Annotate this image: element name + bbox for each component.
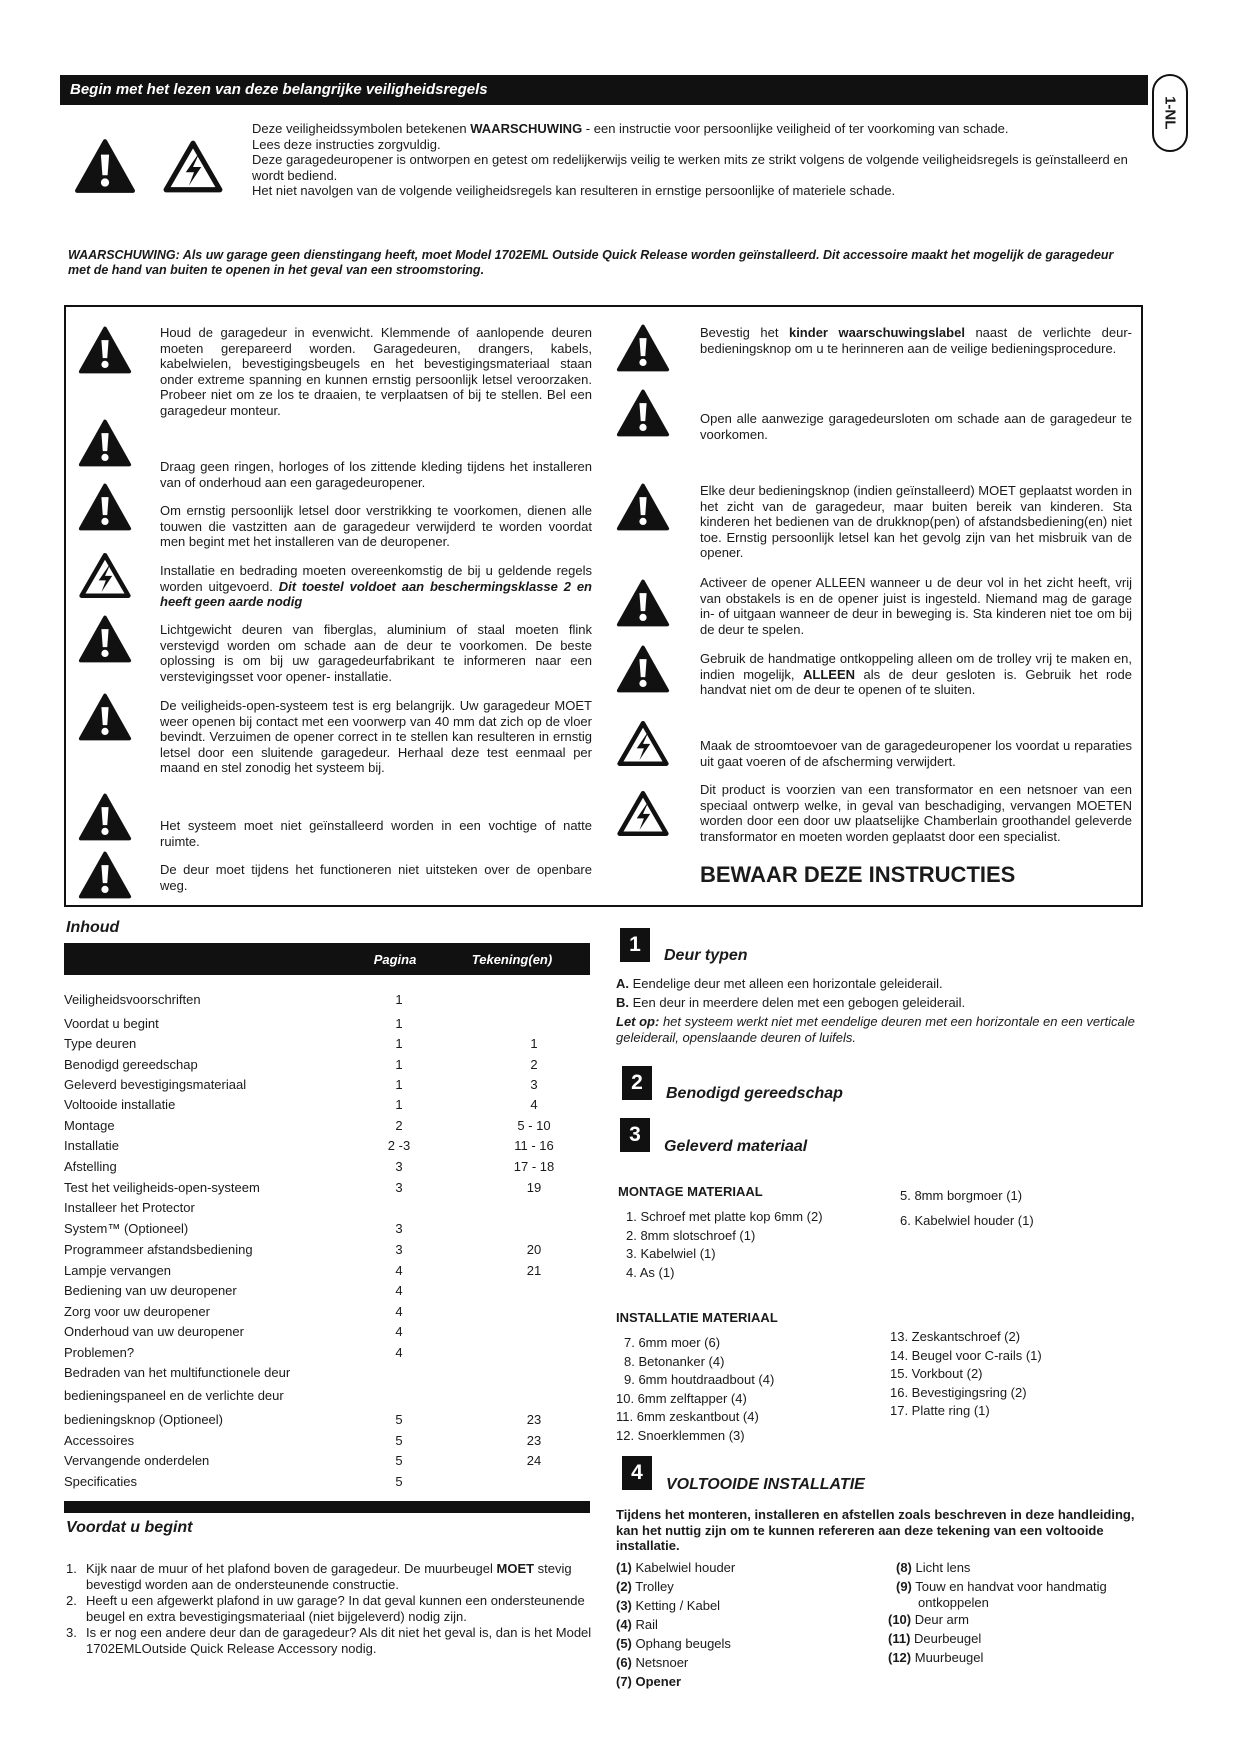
toc-entry-page: 5	[395, 1433, 403, 1448]
toc-entry-page: 3	[395, 1242, 403, 1257]
toc-entry-page: 2 -3	[387, 1138, 411, 1153]
toc-entry-drawing: 23	[526, 1433, 542, 1448]
door-type-note: Let op: het systeem werkt niet met eendelige deuren met een horizontale en een verticale geleiderail, openslaande deuren of luifels.	[616, 1014, 1135, 1045]
toc-entry-page: 4	[395, 1324, 403, 1339]
toc-entry-name: Benodigd gereedschap	[64, 1057, 198, 1072]
toc-entry-page: 4	[395, 1345, 403, 1360]
rule-text: Dit product is voorzien van een transformator en een netsnoer van een speciaal ontwerp welke, in geval van beschadiging, vervangen MOETEN worden door een door uw plaatselijke Chamberlain groothandel geleverde transformator en moeten worden geplaatst door een specialist.	[700, 782, 1132, 844]
toc-entry-page: 1	[395, 1016, 403, 1031]
toc-entry-page: 3	[395, 1180, 403, 1195]
toc-title: Inhoud	[66, 919, 120, 936]
rule-text: Gebruik de handmatige ontkoppeling alleen om de trolley vrij te maken en, indien mogelijk, ALLEEN als de deur gesloten is. Gebruik het rode handvat niet om de deur te openen of te sluiten.	[700, 651, 1132, 697]
door-type-b: B. Een deur in meerdere delen met een gebogen geleiderail.	[616, 995, 966, 1010]
section-number: 1	[620, 928, 650, 962]
toc-footer-bar	[64, 1501, 590, 1513]
toc-entry-page: 4	[395, 1263, 403, 1278]
warning-triangle-icon	[74, 138, 136, 194]
toc-entry-page: 3	[395, 1159, 403, 1174]
toc-entry-page: 1	[395, 1057, 403, 1072]
toc-entry-page: 1	[395, 1097, 403, 1112]
install-list-right: 13. Zeskantschroef (2) 14. Beugel voor C-rails (1) 15. Vorkbout (2) 16. Bevestigingsring (2) 17. Platte ring (1)	[890, 1329, 1042, 1418]
toc-row	[64, 992, 584, 1012]
section-number: 4	[622, 1456, 652, 1490]
toc-entry-name: Voordat u begint	[64, 1016, 159, 1031]
toc-entry-name: Accessoires	[64, 1433, 135, 1448]
toc-entry-drawing: 24	[526, 1453, 542, 1468]
install-title: INSTALLATIE MATERIAAL	[616, 1310, 778, 1325]
page-number-tab: 1-NL	[1152, 74, 1188, 152]
toc-entry-drawing: 21	[526, 1263, 542, 1278]
toc-entry-name: Veiligheidsvoorschriften	[64, 992, 201, 1007]
toc-entry-drawing: 4	[530, 1097, 538, 1112]
warning-triangle-icon	[78, 792, 132, 842]
toc-row	[64, 1433, 584, 1453]
toc-row	[64, 1057, 584, 1077]
list-item: (5) Ophang beugels	[616, 1636, 731, 1651]
toc-row	[64, 1016, 584, 1036]
warning-triangle-icon	[616, 482, 670, 532]
section-title: Deur typen	[664, 947, 748, 964]
list-item: (12) Muurbeugel	[888, 1650, 984, 1665]
section-title: Benodigd gereedschap	[666, 1085, 843, 1102]
toc-row	[64, 1036, 584, 1056]
toc-row	[64, 1159, 584, 1179]
toc-entry-page: 1	[395, 992, 403, 1007]
toc-entry-name: Bedraden van het multifunctionele deur	[64, 1365, 291, 1380]
toc-entry-name: Installatie	[64, 1138, 119, 1153]
warning-note: WAARSCHUWING: Als uw garage geen dienstingang heeft, moet Model 1702EML Outside Quick Release worden geïnstalleerd. Dit accessoire maakt het mogelijk de garagedeur met de hand van buiten te openen in het geval van een stroomstoring.	[68, 248, 1114, 277]
save-instructions-heading: BEWAAR DEZE INSTRUCTIES	[700, 862, 1016, 887]
list-item: (6) Netsnoer	[616, 1655, 689, 1670]
toc-row	[64, 1097, 584, 1117]
toc-entry-name: Installeer het Protector	[64, 1200, 195, 1215]
toc-entry-page: 4	[395, 1283, 403, 1298]
toc-row	[64, 1263, 584, 1283]
toc-entry-page: 3	[395, 1221, 403, 1236]
rule-text: De deur moet tijdens het functioneren niet uitsteken over de openbare weg.	[160, 862, 592, 893]
toc-col-drawing: Tekening(en)	[471, 952, 553, 967]
toc-entry-name: Geleverd bevestigingsmateriaal	[64, 1077, 247, 1092]
rule-text: Om ernstig persoonlijk letsel door verstrikking te voorkomen, dienen alle touwen die vastzitten aan de garagedeur verwijderd te worden voordat men begint met het installeren van de deuropener.	[160, 503, 592, 549]
toc-entry-name: Onderhoud van uw deuropener	[64, 1324, 244, 1339]
list-item: (10) Deur arm	[888, 1612, 969, 1627]
toc-entry-drawing: 11 - 16	[514, 1138, 554, 1153]
toc-row	[64, 1283, 584, 1303]
list-item: (8) Licht lens	[896, 1560, 971, 1575]
completed-install-intro: Tijdens het monteren, installeren en afstellen zoals beschreven in deze handleiding, kan het nuttig zijn om te kunnen refereren aan deze tekening van een voltooide installatie.	[616, 1507, 1135, 1553]
list-item: (9) Touw en handvat voor handmatig	[896, 1579, 1107, 1594]
toc-entry-drawing: 5 - 10	[517, 1118, 551, 1133]
rule-text: Installatie en bedrading moeten overeenkomstig de bij u geldende regels worden uitgevoerd. Dit toestel voldoet aan beschermingsklasse 2 en heeft geen aarde nodig	[160, 563, 592, 609]
electric-warning-icon	[78, 550, 132, 600]
toc-entry-name: Bediening van uw deuropener	[64, 1283, 237, 1298]
toc-entry-drawing: 20	[526, 1242, 542, 1257]
toc-entry-page: 2	[395, 1118, 403, 1133]
list-item: 3. Is er nog een andere deur dan de garagedeur? Als dit niet het geval is, dan is het Model 1702EMLOutside Quick Release Accessory nodig.	[66, 1625, 592, 1656]
montage-title: MONTAGE MATERIAAL	[618, 1184, 763, 1199]
toc-entry-name: Afstelling	[64, 1159, 117, 1174]
toc-col-page: Pagina	[373, 952, 417, 967]
montage-list: 1. Schroef met platte kop 6mm (2) 2. 8mm slotschroef (1) 3. Kabelwiel (1) 4. As (1)	[626, 1209, 823, 1280]
toc-row	[64, 1242, 584, 1262]
toc-entry-drawing: 2	[530, 1057, 538, 1072]
warning-triangle-icon	[616, 323, 670, 373]
toc-entry-drawing: 3	[530, 1077, 538, 1092]
toc-entry-drawing: 17 - 18	[513, 1159, 555, 1174]
intro-text: Deze veiligheidssymbolen betekenen WAARSCHUWING - een instructie voor persoonlijke veiligheid of ter voorkoming van schade. Lees deze instructies zorgvuldig. Deze garagedeuropener is ontworpen en getest om redelijkerwijs veilig te werken mits ze strikt volgens de volgende veiligheidsregels is geïnstalleerd en wordt bediend. Het niet navolgen van de volgende veiligheidsregels kan resulteren in ernstige persoonlijke of materiele schade.	[252, 121, 1128, 198]
toc-row	[64, 1221, 584, 1241]
rule-text: Lichtgewicht deuren van fiberglas, aluminium of staal moeten flink verstevigd worden om schade aan de deur te voorkomen. De beste oplossing is om bij uw garagedeurfabrikant te informeren naar een verstevigingsset voor opener- installatie.	[160, 622, 592, 684]
toc-entry-name: bedieningsknop (Optioneel)	[64, 1412, 223, 1427]
toc-entry-page: 1	[395, 1036, 403, 1051]
toc-entry-name: bedieningspaneel en de verlichte deur	[64, 1388, 284, 1403]
toc-row	[64, 1324, 584, 1344]
rule-text: Activeer de opener ALLEEN wanneer u de deur vol in het zicht heeft, vrij van obstakels is en de opener juist is ingesteld. Niemand mag de garage in- of uitgaan wanneer de deur in beweging is. Sta kinderen niet toe om bij de deur te spelen.	[700, 575, 1132, 637]
rule-text: Maak de stroomtoevoer van de garagedeuropener los voordat u reparaties uit gaat voeren of de afscherming verwijdert.	[700, 738, 1132, 769]
rule-text: Houd de garagedeur in evenwicht. Klemmende of aanlopende deuren moeten gerepareerd worden. Garagedeuren, drangers, kabels, kabelwielen, bevestigingsbeugels en het bevestigingsmateriaal staan onder extreme spanning en kunnen ernstig persoonlijk letsel veroorzaken. Probeer niet om ze los te draaien, te verplaatsen of bij te stellen. Bel een garagedeur monteur.	[160, 325, 592, 418]
toc-entry-name: Specificaties	[64, 1474, 137, 1489]
list-item: (4) Rail	[616, 1617, 658, 1632]
parts-list-left	[616, 1558, 735, 1691]
rule-text: Het systeem moet niet geïnstalleerd worden in een vochtige of natte ruimte.	[160, 818, 592, 849]
toc-entry-name: Problemen?	[64, 1345, 135, 1360]
list-item: (7) Opener	[616, 1674, 682, 1689]
warning-triangle-icon	[78, 614, 132, 664]
door-type-a: A. Eendelige deur met alleen een horizontale geleiderail.	[616, 976, 943, 991]
list-item: 2. Heeft u een afgewerkt plafond in uw garage? In dat geval kunnen een ondersteunende beugel en extra bevestigingsmateriaal (niet bijgeleverd) nodig zijn.	[66, 1593, 585, 1624]
toc-row	[64, 1077, 584, 1097]
toc-row	[64, 1118, 584, 1138]
toc-entry-drawing: 23	[526, 1412, 542, 1427]
warning-triangle-icon	[78, 692, 132, 742]
toc-row	[64, 1453, 584, 1473]
toc-entry-page: 4	[395, 1304, 403, 1319]
toc-entry-name: Lampje vervangen	[64, 1263, 171, 1278]
section-number: 3	[620, 1118, 650, 1152]
toc-entry-name: Programmeer afstandsbediening	[64, 1242, 253, 1257]
page-header-title: Begin met het lezen van deze belangrijke veiligheidsregels	[70, 81, 488, 98]
toc-row	[64, 1304, 584, 1324]
rule-text: Open alle aanwezige garagedeursloten om schade aan de garagedeur te voorkomen.	[700, 411, 1132, 442]
section-title: Geleverd materiaal	[664, 1138, 808, 1155]
toc-row	[64, 1200, 584, 1220]
toc-entry-name: System™ (Optioneel)	[64, 1221, 189, 1236]
toc-entry-name: Type deuren	[64, 1036, 137, 1051]
list-item: (1) Kabelwiel houder	[616, 1560, 736, 1575]
toc-row	[64, 1412, 584, 1432]
electric-warning-icon	[162, 138, 224, 194]
parts-list-right	[888, 1558, 1107, 1667]
toc-entry-page: 5	[395, 1474, 403, 1489]
install-list: 7. 6mm moer (6) 8. Betonanker (4) 9. 6mm houtdraadbout (4) 10. 6mm zelftapper (4) 11. 6mm zeskantbout (4) 12. Snoerklemmen (3)	[616, 1335, 775, 1443]
toc-entry-name: Voltooide installatie	[64, 1097, 176, 1112]
toc-entry-page: 5	[395, 1412, 403, 1427]
section-title: VOLTOOIDE INSTALLATIE	[666, 1476, 865, 1493]
toc-row	[64, 1474, 584, 1494]
toc-row	[64, 1345, 584, 1365]
warning-triangle-icon	[78, 850, 132, 900]
list-item: (2) Trolley	[616, 1579, 674, 1594]
rule-text: Draag geen ringen, horloges of los zittende kleding tijdens het installeren van of onderhoud aan een garagedeuropener.	[160, 459, 592, 490]
rule-text: Bevestig het kinder waarschuwingslabel naast de verlichte deur-bedieningsknop om u te herinneren aan de veilige bedieningsprocedure.	[700, 325, 1133, 356]
warning-triangle-icon	[616, 388, 670, 438]
toc-entry-name: Zorg voor uw deuropener	[64, 1304, 210, 1319]
toc-row	[64, 1365, 584, 1385]
before-list	[66, 1561, 592, 1657]
before-title: Voordat u begint	[66, 1519, 193, 1536]
montage-list-right: 5. 8mm borgmoer (1) 6. Kabelwiel houder (1)	[900, 1188, 1034, 1228]
list-item: (3) Ketting / Kabel	[616, 1598, 721, 1613]
warning-triangle-icon	[78, 325, 132, 375]
toc-row	[64, 1138, 584, 1158]
list-item: 1. Kijk naar de muur of het plafond boven de garagedeur. De muurbeugel MOET stevig bevestigd worden aan de ondersteunende constructie.	[66, 1561, 572, 1592]
rule-text: Elke deur bedieningsknop (indien geïnstalleerd) MOET geplaatst worden in het zicht van de garagedeur, maar buiten bereik van kinderen. Sta kinderen het bedienen van de drukknop(pen) of afstandsbediening(en) niet toe. Ernstig persoonlijk letsel kan het gevolg zijn van het misbruik van de opener.	[700, 483, 1132, 560]
toc-entry-name: Vervangende onderdelen	[64, 1453, 210, 1468]
toc-entry-name: Montage	[64, 1118, 115, 1133]
electric-warning-icon	[616, 788, 670, 838]
electric-warning-icon	[616, 718, 670, 768]
list-item: ontkoppelen	[918, 1595, 989, 1610]
rule-text: De veiligheids-open-systeem test is erg belangrijk. Uw garagedeur MOET weer openen bij contact met een voorwerp van 40 mm dat zich op de vloer bevindt. Verzuimen de opener correct in te stellen kan resulteren in ernstig letsel door een sluitende garagedeur. Herhaal deze test eenmaal per maand en stel zonodig het systeem bij.	[160, 698, 592, 775]
warning-triangle-icon	[78, 418, 132, 468]
toc-row	[64, 1180, 584, 1200]
toc-entry-drawing: 19	[526, 1180, 542, 1195]
warning-triangle-icon	[78, 482, 132, 532]
warning-triangle-icon	[616, 578, 670, 628]
toc-entry-drawing: 1	[530, 1036, 538, 1051]
warning-triangle-icon	[616, 644, 670, 694]
toc-row	[64, 1388, 584, 1408]
toc-entry-page: 5	[395, 1453, 403, 1468]
toc-entry-page: 1	[395, 1077, 403, 1092]
toc-entry-name: Test het veiligheids-open-systeem	[64, 1180, 260, 1195]
list-item: (11) Deurbeugel	[888, 1631, 982, 1646]
section-number: 2	[622, 1066, 652, 1100]
